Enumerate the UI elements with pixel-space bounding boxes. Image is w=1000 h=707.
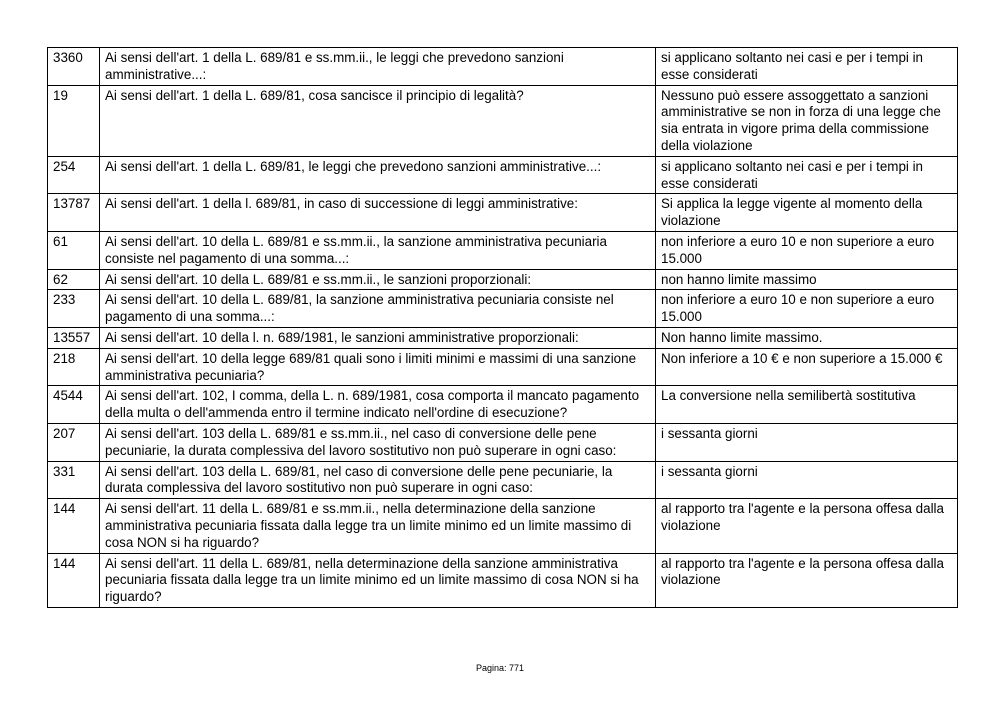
row-question-cell: Ai sensi dell'art. 103 della L. 689/81 e ss.mm.ii., nel caso di conversione delle pene pecuniarie, la durata complessiva del lavoro sostitutivo non può superare in ogni caso: [100, 423, 656, 461]
row-answer-cell: i sessanta giorni [656, 423, 958, 461]
table-row [48, 386, 958, 424]
row-answer-cell: Non hanno limite massimo. [656, 327, 958, 348]
row-id-cell: 13787 [48, 194, 100, 232]
page-number: Pagina: 771 [475, 663, 525, 673]
row-question-cell: Ai sensi dell'art. 103 della L. 689/81, nel caso di conversione delle pene pecuniarie, la durata complessiva del lavoro sostitutivo non può superare in ogni caso: [100, 461, 656, 499]
row-id-cell: 13557 [48, 327, 100, 348]
row-id-cell: 254 [48, 156, 100, 194]
row-question-cell: Ai sensi dell'art. 10 della L. 689/81 e ss.mm.ii., la sanzione amministrativa pecuniaria consiste nel pagamento di una somma...: [100, 231, 656, 269]
table-row [48, 499, 958, 553]
row-answer-cell: si applicano soltanto nei casi e per i tempi in esse considerati [656, 48, 958, 86]
row-id-cell: 144 [48, 553, 100, 607]
table-row [48, 194, 958, 232]
row-answer-cell: non inferiore a euro 10 e non superiore a euro 15.000 [656, 231, 958, 269]
questions-table-body [48, 48, 958, 608]
row-answer-cell: Nessuno può essere assoggettato a sanzioni amministrative se non in forza di una legge che sia entrata in vigore prima della commissione della violazione [656, 85, 958, 156]
row-question-cell: Ai sensi dell'art. 102, I comma, della L. n. 689/1981, cosa comporta il mancato pagamento della multa o dell'ammenda entro il termine indicato nell'ordine di esecuzione? [100, 386, 656, 424]
row-question-cell: Ai sensi dell'art. 11 della L. 689/81 e ss.mm.ii., nella determinazione della sanzione amministrativa pecuniaria fissata dalla legge tra un limite minimo ed un limite massimo di cosa NON si ha riguardo? [100, 499, 656, 553]
row-id-cell: 62 [48, 269, 100, 290]
row-id-cell: 19 [48, 85, 100, 156]
row-id-cell: 233 [48, 290, 100, 328]
row-answer-cell: Non inferiore a 10 € e non superiore a 15.000 € [656, 348, 958, 386]
table-row [48, 327, 958, 348]
row-id-cell: 207 [48, 423, 100, 461]
table-row [48, 290, 958, 328]
table-row [48, 348, 958, 386]
row-question-cell: Ai sensi dell'art. 1 della L. 689/81 e ss.mm.ii., le leggi che prevedono sanzioni amministrative...: [100, 48, 656, 86]
row-answer-cell: i sessanta giorni [656, 461, 958, 499]
table-row [48, 156, 958, 194]
row-question-cell: Ai sensi dell'art. 10 della L. 689/81, la sanzione amministrativa pecuniaria consiste nel pagamento di una somma...: [100, 290, 656, 328]
row-id-cell: 144 [48, 499, 100, 553]
table-row [48, 48, 958, 86]
table-row [48, 85, 958, 156]
table-row [48, 423, 958, 461]
row-answer-cell: La conversione nella semilibertà sostitutiva [656, 386, 958, 424]
questions-table [47, 47, 958, 608]
table-row [48, 553, 958, 607]
row-id-cell: 331 [48, 461, 100, 499]
row-id-cell: 218 [48, 348, 100, 386]
table-row [48, 461, 958, 499]
row-id-cell: 61 [48, 231, 100, 269]
row-question-cell: Ai sensi dell'art. 10 della L. 689/81 e ss.mm.ii., le sanzioni proporzionali: [100, 269, 656, 290]
row-id-cell: 3360 [48, 48, 100, 86]
table-row [48, 231, 958, 269]
row-answer-cell: non hanno limite massimo [656, 269, 958, 290]
row-answer-cell: si applicano soltanto nei casi e per i tempi in esse considerati [656, 156, 958, 194]
row-question-cell: Ai sensi dell'art. 10 della l. n. 689/1981, le sanzioni amministrative proporzionali: [100, 327, 656, 348]
row-question-cell: Ai sensi dell'art. 1 della L. 689/81, le leggi che prevedono sanzioni amministrative...: [100, 156, 656, 194]
row-answer-cell: al rapporto tra l'agente e la persona offesa dalla violazione [656, 499, 958, 553]
table-row [48, 269, 958, 290]
row-question-cell: Ai sensi dell'art. 1 della L. 689/81, cosa sancisce il principio di legalità? [100, 85, 656, 156]
row-answer-cell: al rapporto tra l'agente e la persona offesa dalla violazione [656, 553, 958, 607]
row-answer-cell: non inferiore a euro 10 e non superiore a euro 15.000 [656, 290, 958, 328]
row-question-cell: Ai sensi dell'art. 10 della legge 689/81 quali sono i limiti minimi e massimi di una sanzione amministrativa pecuniaria? [100, 348, 656, 386]
row-answer-cell: Si applica la legge vigente al momento della violazione [656, 194, 958, 232]
row-id-cell: 4544 [48, 386, 100, 424]
row-question-cell: Ai sensi dell'art. 1 della l. 689/81, in caso di successione di leggi amministrative: [100, 194, 656, 232]
row-question-cell: Ai sensi dell'art. 11 della L. 689/81, nella determinazione della sanzione amministrativa pecuniaria fissata dalla legge tra un limite minimo ed un limite massimo di cosa NON si ha riguardo? [100, 553, 656, 607]
